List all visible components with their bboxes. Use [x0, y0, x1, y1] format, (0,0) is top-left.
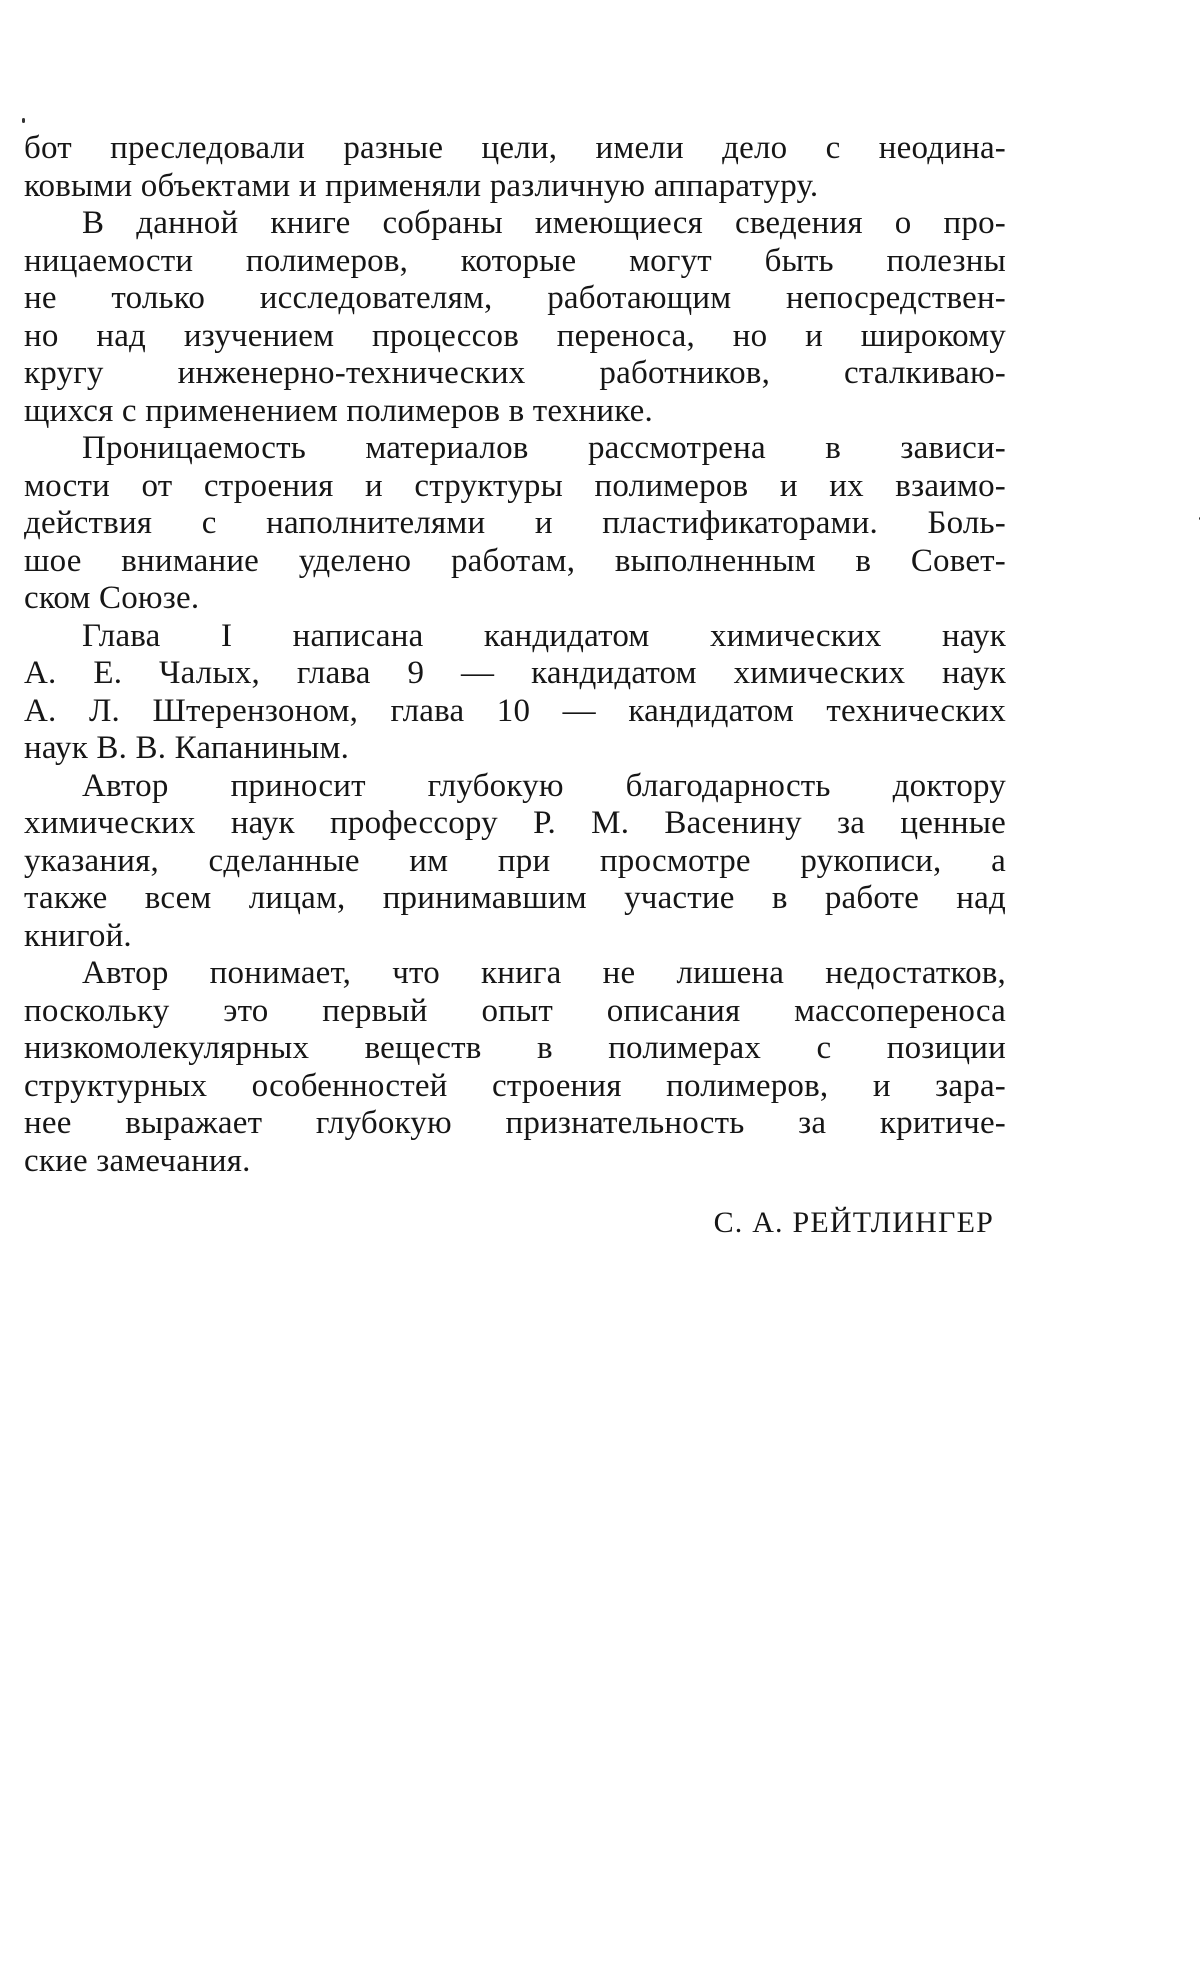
text-line: наук В. В. Капаниным.: [24, 730, 350, 766]
text-line: ские замечания.: [24, 1142, 251, 1179]
paragraph-continuation: [24, 130, 1006, 205]
text-line: структурных особенностей строения полимеров, и зара-: [24, 1067, 1006, 1104]
paragraph-permeability: [24, 430, 1006, 618]
text-line: щихся с применением полимеров в технике.: [24, 392, 653, 429]
text-line: Автор приносит глубокую благодарность доктору: [82, 767, 1006, 804]
text-line: Автор понимает, что книга не лишена недостатков,: [82, 955, 1006, 991]
paragraph-chapter-authors: [24, 618, 1006, 768]
text-line: ковыми объектами и применяли различную аппаратуру.: [24, 167, 819, 204]
text-line: но над изучением процессов переноса, но и широкому: [24, 317, 1006, 354]
text-line: низкомолекулярных веществ в полимерах с позиции: [24, 1030, 1006, 1066]
text-line: нее выражает глубокую признательность за критиче-: [24, 1105, 1006, 1141]
text-line: указания, сделанные им при просмотре рукописи, а: [24, 842, 1006, 879]
text-line: действия с наполнителями и пластификаторами. Боль-: [24, 505, 1006, 541]
author-signature: С. А. РЕЙТЛИНГЕР: [713, 1206, 994, 1239]
text-line: также всем лицам, принимавшим участие в работе над: [24, 880, 1006, 916]
text-line: кругу инженерно-технических работников, сталкиваю-: [24, 355, 1006, 391]
text-line: А. Л. Штерензоном, глава 10 — кандидатом технических: [24, 692, 1006, 729]
paragraph-book-scope: [24, 205, 1006, 430]
text-line: не только исследователям, работающим непосредствен-: [24, 280, 1006, 316]
body-text: [24, 130, 1006, 1180]
paragraph-acknowledgements: [24, 768, 1006, 956]
text-line: В данной книге собраны имеющиеся сведения о про-: [82, 205, 1006, 241]
text-line: мости от строения и структуры полимеров и их взаимо-: [24, 467, 1006, 504]
text-line: ницаемости полимеров, которые могут быть полезны: [24, 242, 1006, 279]
print-speck: [22, 118, 25, 123]
text-line: шое внимание уделено работам, выполненным в Совет-: [24, 542, 1006, 579]
text-line: химических наук профессору Р. М. Васенину за ценные: [24, 805, 1006, 841]
text-line: поскольку это первый опыт описания массопереноса: [24, 992, 1006, 1029]
text-line: Проницаемость материалов рассмотрена в зависи-: [82, 430, 1006, 466]
text-line: бот преследовали разные цели, имели дело с неодина-: [24, 130, 1006, 166]
text-line: книгой.: [24, 917, 132, 954]
text-line: Глава I написана кандидатом химических наук: [82, 617, 1006, 654]
text-line: А. Е. Чалых, глава 9 — кандидатом химических наук: [24, 655, 1006, 691]
paragraph-shortcomings: [24, 955, 1006, 1180]
text-line: ском Союзе.: [24, 580, 200, 616]
